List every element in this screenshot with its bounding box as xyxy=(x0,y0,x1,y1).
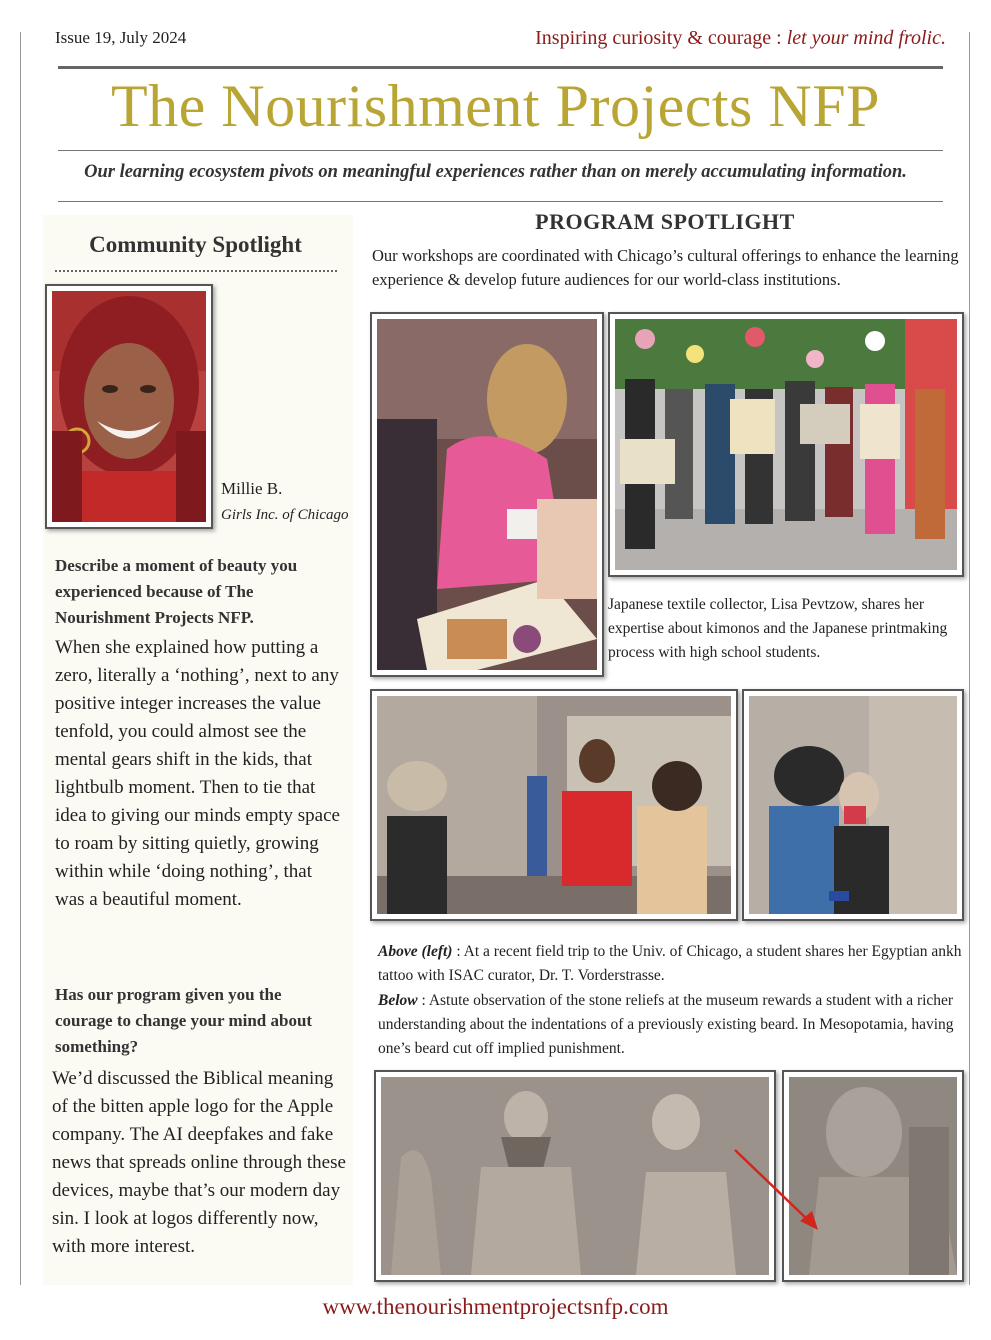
person-org: Girls Inc. of Chicago xyxy=(221,507,349,523)
right-rule xyxy=(969,32,970,1285)
museum-photo-1 xyxy=(370,689,738,921)
caption-ankh xyxy=(378,940,968,988)
portrait-photo xyxy=(45,284,213,529)
relief-photo-1 xyxy=(374,1070,776,1282)
workshop-photo-1 xyxy=(370,312,604,677)
caption-beard-text: : Astute observation of the stone reliefs at the museum rewards a student with a richer understanding about the indentations of a previously existing beard. In Mesopotamia, having one’s beard cut off implied punishment. xyxy=(378,992,954,1057)
relief-photo-2 xyxy=(782,1070,964,1282)
person-name: Millie B. xyxy=(221,479,283,498)
museum-image-2 xyxy=(749,696,957,914)
community-title: Community Spotlight xyxy=(89,232,302,257)
left-rule xyxy=(20,32,21,1285)
mission-statement: Our learning ecosystem pivots on meaningful experiences rather than on merely accumulating information. xyxy=(84,162,907,182)
caption-textiles: Japanese textile collector, Lisa Pevtzow, shares her expertise about kimonos and the Japanese printmaking process with high school students. xyxy=(608,596,948,661)
dotted-divider xyxy=(55,270,337,272)
caption-beard xyxy=(378,989,973,1061)
mid-divider xyxy=(58,150,943,151)
low-divider xyxy=(58,201,943,202)
answer-1: When she explained how putting a zero, literally a ‘nothing’, next to any positive integer increases the value tenfold, you could almost see the mental gears shift in the kids, that lightbulb moment. Then to tie that idea to giving our minds empty space to roam by sitting quietly, growing within while ‘doing nothing’, that was a beautiful moment. xyxy=(55,637,340,910)
answer-2: We’d discussed the Biblical meaning of the bitten apple logo for the Apple company. The AI deepfakes and fake news that spreads online through these devices, maybe that’s our modern day sin. I look at logos differently now, with more interest. xyxy=(52,1068,346,1257)
relief-image-2 xyxy=(789,1077,957,1275)
tagline-italic: let your mind frolic. xyxy=(786,27,946,49)
museum-image-1 xyxy=(377,696,731,914)
masthead-title: The Nourishment Projects NFP xyxy=(111,73,880,139)
question-2: Has our program given you the courage to change your mind about something? xyxy=(55,985,313,1056)
caption-ankh-label: Above (left) xyxy=(378,943,453,960)
relief-image-1 xyxy=(381,1077,769,1275)
workshop-image-1 xyxy=(377,319,597,670)
workshop-image-2 xyxy=(615,319,957,570)
portrait-image xyxy=(52,291,206,522)
caption-beard-label: Below xyxy=(378,992,418,1009)
workshop-photo-2 xyxy=(608,312,964,577)
caption-ankh-text: : At a recent field trip to the Univ. of Chicago, a student shares her Egyptian ankh tattoo with ISAC curator, Dr. T. Vorderstrasse. xyxy=(378,943,962,984)
tagline xyxy=(535,27,946,50)
program-title: PROGRAM SPOTLIGHT xyxy=(535,209,795,234)
program-intro: Our workshops are coordinated with Chicago’s cultural offerings to enhance the learning experience & develop future audiences for our world-class institutions. xyxy=(372,246,959,289)
tagline-main: Inspiring curiosity & courage : xyxy=(535,27,782,49)
issue-label: Issue 19, July 2024 xyxy=(55,28,187,47)
museum-photo-2 xyxy=(742,689,964,921)
question-1: Describe a moment of beauty you experienced because of The Nourishment Projects NFP. xyxy=(55,556,298,627)
footer-url[interactable]: www.thenourishmentprojectsnfp.com xyxy=(322,1294,669,1319)
top-divider xyxy=(58,66,943,69)
